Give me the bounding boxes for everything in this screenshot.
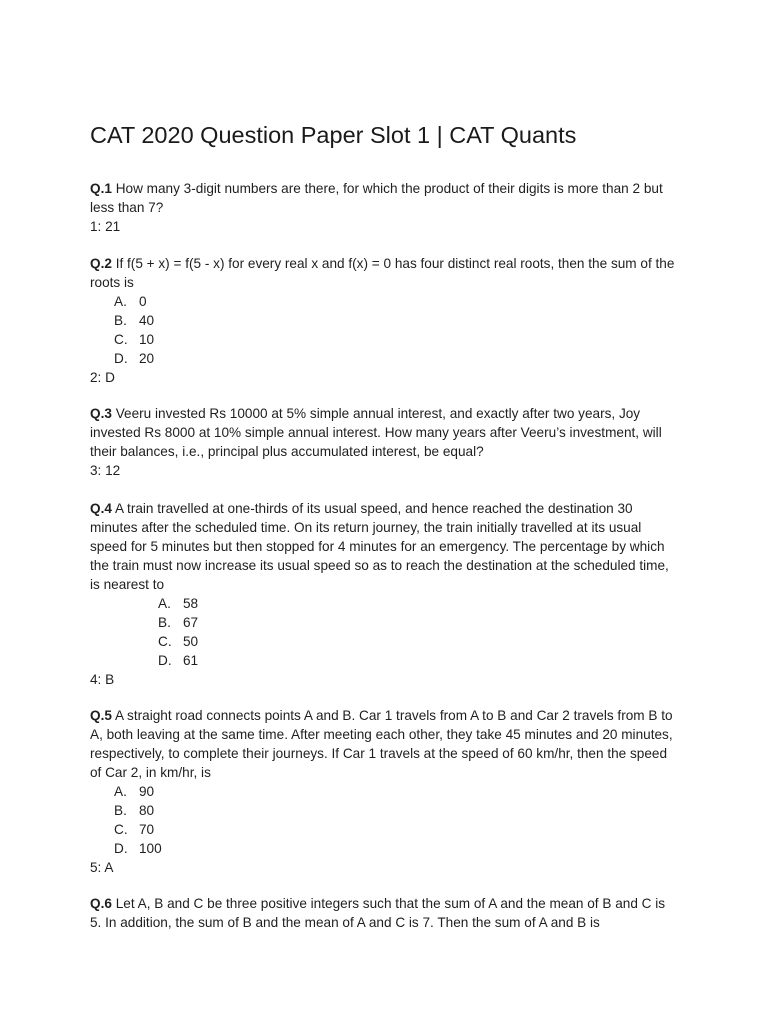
option-d bbox=[158, 651, 680, 670]
answer-key: 5: A bbox=[90, 860, 114, 875]
question-label: Q.3 bbox=[90, 406, 112, 421]
option-value: 61 bbox=[183, 653, 199, 668]
option-value: 0 bbox=[139, 294, 147, 309]
options-list bbox=[90, 594, 680, 670]
question-label: Q.5 bbox=[90, 708, 112, 723]
option-c bbox=[114, 330, 680, 349]
option-letter: B. bbox=[158, 615, 171, 630]
option-letter: C. bbox=[114, 332, 128, 347]
question-label: Q.6 bbox=[90, 896, 112, 911]
question-body: If f(5 + x) = f(5 - x) for every real x and f(x) = 0 has four distinct real roots, then the sum of the roots is bbox=[90, 256, 675, 290]
option-value: 80 bbox=[139, 803, 155, 818]
question-body: A train travelled at one-thirds of its usual speed, and hence reached the destination 30 minutes after the scheduled time. On its return journey, the train initially travelled at its usual speed for 5 minutes but then stopped for 4 minutes for an emergency. The percentage by which the train must now increase its usual speed so as to reach the destination at the scheduled time, is nearest to bbox=[90, 501, 669, 592]
option-b bbox=[114, 311, 680, 330]
option-c bbox=[114, 820, 680, 839]
page-title: CAT 2020 Question Paper Slot 1 | CAT Quants bbox=[90, 122, 577, 148]
question-text bbox=[90, 254, 680, 292]
option-letter: D. bbox=[114, 841, 128, 856]
option-b bbox=[158, 613, 680, 632]
question-text bbox=[90, 706, 680, 782]
question-text bbox=[90, 179, 680, 217]
option-letter: D. bbox=[114, 351, 128, 366]
options-list bbox=[90, 782, 680, 858]
question-text bbox=[90, 499, 680, 594]
question-6 bbox=[90, 894, 680, 932]
question-2 bbox=[90, 254, 680, 387]
answer-key: 4: B bbox=[90, 672, 115, 687]
question-body: Let A, B and C be three positive integers such that the sum of A and the mean of B and C is 5. In addition, the sum of B and the mean of A and C is 7. Then the sum of A and B is bbox=[90, 896, 666, 930]
question-1 bbox=[90, 179, 680, 236]
options-list bbox=[90, 292, 680, 368]
answer-key: 1: 21 bbox=[90, 219, 121, 234]
option-letter: B. bbox=[114, 803, 127, 818]
option-a bbox=[158, 594, 680, 613]
question-4 bbox=[90, 499, 680, 689]
option-d bbox=[114, 349, 680, 368]
question-text bbox=[90, 404, 680, 461]
question-3 bbox=[90, 404, 680, 480]
option-d bbox=[114, 839, 680, 858]
question-label: Q.4 bbox=[90, 501, 112, 516]
question-label: Q.2 bbox=[90, 256, 112, 271]
option-value: 50 bbox=[183, 634, 199, 649]
option-letter: C. bbox=[158, 634, 172, 649]
option-a bbox=[114, 292, 680, 311]
option-letter: A. bbox=[158, 596, 171, 611]
answer-key: 3: 12 bbox=[90, 463, 121, 478]
option-value: 70 bbox=[139, 822, 155, 837]
question-body: A straight road connects points A and B. Car 1 travels from A to B and Car 2 travels from B to A, both leaving at the same time. After meeting each other, they take 45 minutes and 20 minutes, respectively, to complete their journeys. If Car 1 travels at the speed of 60 km/hr, then the speed of Car 2, in km/hr, is bbox=[90, 708, 673, 780]
option-value: 67 bbox=[183, 615, 199, 630]
answer-key: 2: D bbox=[90, 370, 115, 385]
option-letter: C. bbox=[114, 822, 128, 837]
option-letter: A. bbox=[114, 294, 127, 309]
option-letter: D. bbox=[158, 653, 172, 668]
option-value: 100 bbox=[139, 841, 162, 856]
option-c bbox=[158, 632, 680, 651]
question-body: How many 3-digit numbers are there, for which the product of their digits is more than 2 but less than 7? bbox=[90, 181, 663, 215]
option-letter: B. bbox=[114, 313, 127, 328]
option-value: 40 bbox=[139, 313, 155, 328]
option-value: 10 bbox=[139, 332, 155, 347]
option-letter: A. bbox=[114, 784, 127, 799]
option-b bbox=[114, 801, 680, 820]
question-label: Q.1 bbox=[90, 181, 112, 196]
question-5 bbox=[90, 706, 680, 877]
option-value: 58 bbox=[183, 596, 199, 611]
option-a bbox=[114, 782, 680, 801]
option-value: 20 bbox=[139, 351, 155, 366]
question-body: Veeru invested Rs 10000 at 5% simple annual interest, and exactly after two years, Joy invested Rs 8000 at 10% simple annual interest. How many years after Veeru’s investment, will their balances, i.e., principal plus accumulated interest, be equal? bbox=[90, 406, 662, 459]
question-text bbox=[90, 894, 680, 932]
option-value: 90 bbox=[139, 784, 155, 799]
